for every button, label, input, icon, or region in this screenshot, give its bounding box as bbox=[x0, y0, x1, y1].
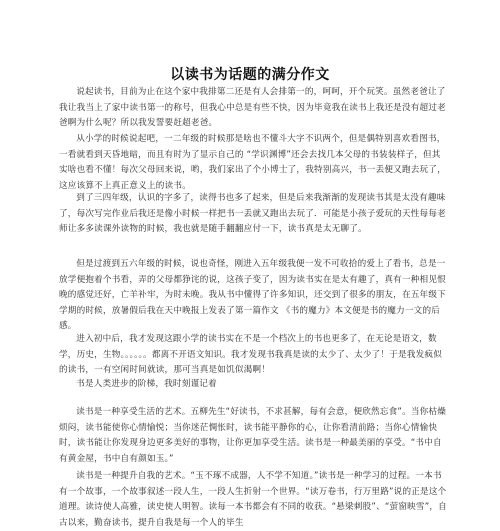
paragraph-reading-self-improvement: 读书是一种提升自我的艺术。“玉不琢不成器，人不学不知道。”读书是一种学习的过程。一本书有一个故事，一个故事叙述一段人生，一段人生折射一个世界。“读万卷书，行万里路”说的正是这个道理。读诗使人高雅，读史使人明智。读每一本书都会有不同的收获。“悬梁刺股”、“萤窗映雪”，自古以来，勤奋读书，提升自我是每一个人的毕生 bbox=[59, 471, 447, 528]
paragraph-grade-five-six: 但是过渡到五六年级的时候，说也奇怪，刚进入五年级我便一发不可收拾的爱上了看书，总是一放学便抱着个书看，弄的父母都狰诧的说，这孩子变了，因为读书实在是太有趣了，真有一种相见恨晚的感觉还好，亡羊补牢，为时未晚。我从书中懂得了许多知识，还交到了很多的朋友，在五年级下学期的时候，放暑假后我在天中晚报上发表了第一篇作文 《书的魔力》本文便是书的魔力一文的后感。 bbox=[59, 259, 446, 331]
paragraph-intro: 说起读书，目前为止在这个家中我排第二还是有人会排第一的，呵呵，开个玩笑。虽然老爸让了我让我当上了家中读书第一的称号，但我心中总是有些不快，因为毕竟我在读书上我还是没有超过老爸啊为什么呢？所以我发誓要赶超老爸。 bbox=[59, 87, 446, 128]
paragraph-ladder-quote: 书是人类进步的阶梯，我时刻谨记着 bbox=[76, 379, 217, 389]
paragraph-grade-three-four: 到了三四年级，认识的字多了，读得书也多了起来，但是后来我渐渐的发现读书其是太没有趣味了，每次写完作业后我还是像小时候一样把书一丢就又跑出去玩了．可能是小孩子爱玩的天性每每老师让多多读课外读物的时候，我也就是随手翻翻应付一下，读书真是太无聊了。 bbox=[59, 193, 446, 234]
document-title: 以读书为话题的满分作文 bbox=[170, 67, 330, 84]
paragraph-reading-enjoyment: 读书是一种享受生活的艺术。五柳先生“好读书，不求甚解，每有会意，便欣然忘食”。当你枯燥烦闷，读书能使你心情愉悦；当你迷茫惆怅时，读书能平静你的心，让你看清前路；当你心情愉快时，读书能让你发现身边更多美好的事物，让你更加享受生活。读书是一种最美丽的享受。“书中自有黄金屋，书中自有颜如玉。” bbox=[59, 407, 447, 464]
paragraph-primary-early: 从小学的时候说起吧，一二年级的时候那是啥也不懂斗大字不识两个，但是偶特别喜欢看图书，一看就看到天昏地暗，而且有时为了显示自己的 “学识渊博”还会去找几本父母的书装装样子，但其实啥也看不懂！每次父母回来说，哟，我们家出了个小博士了，我特别高兴，书一丢便又跑去玩了，这应该算不上真正意义上的读书。 bbox=[59, 134, 446, 191]
paragraph-junior-high: 进入初中后，我才发现这跟小学的读书实在不是一个档次上的书也更多了，在无论是语文，数学，历史，生物。。。。。。都离不开语文知识。我才发现书我真是读的太少了、太少了！于是我发疯似的读书，一有空闲时间就读，那可当真是如饥似渴啊！ bbox=[59, 334, 443, 375]
